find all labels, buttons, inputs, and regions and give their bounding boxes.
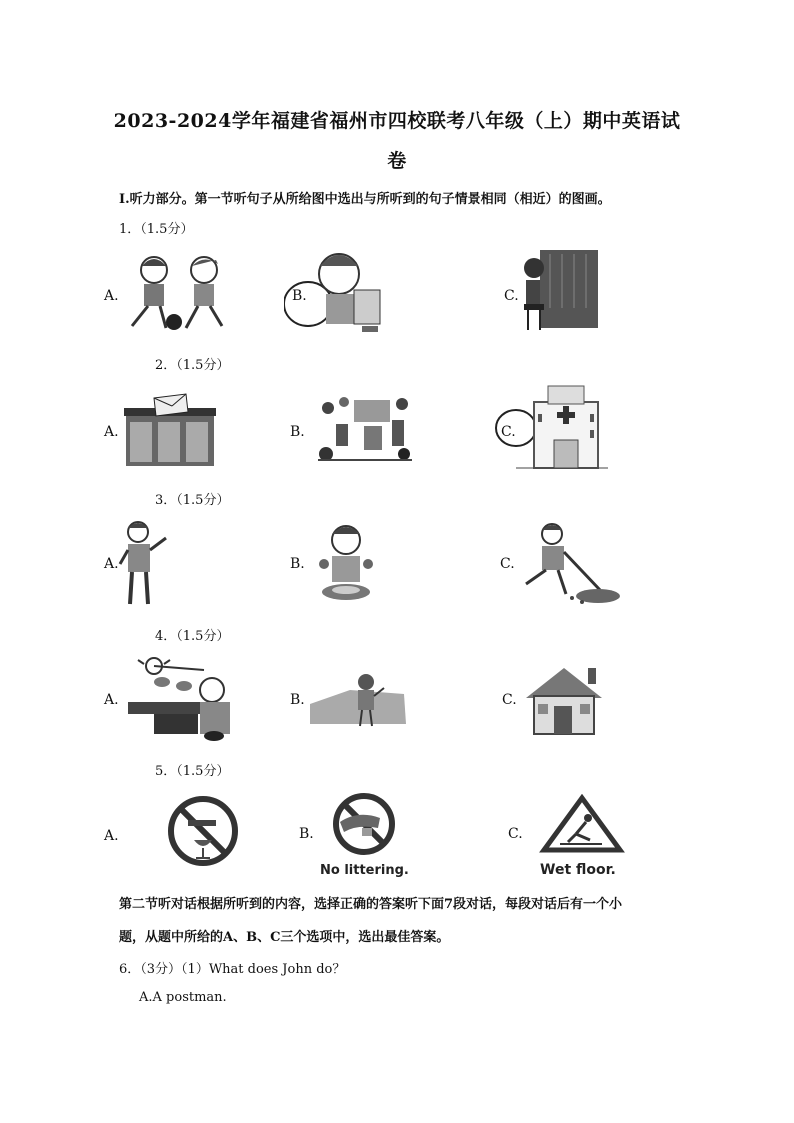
q1-option-c-label: C. — [504, 288, 519, 304]
q1-option-c-picture — [522, 248, 600, 334]
q1-option-a-picture — [122, 252, 232, 334]
q5-option-a-label: A. — [104, 828, 119, 844]
q3-option-b-label: B. — [290, 556, 305, 572]
q4-option-a-picture — [124, 654, 240, 744]
q2-option-c-label: C. — [501, 424, 516, 440]
q3-option-a-picture — [116, 520, 174, 608]
question-5-number: 5．（1.5分） — [155, 764, 230, 779]
q5-option-c-caption: Wet floor. — [540, 862, 616, 878]
q5-option-b-caption: No littering. — [320, 863, 409, 878]
q5-option-a-no-smoking-sign — [166, 792, 240, 870]
q1-option-b-label: B. — [292, 288, 307, 304]
q4-option-b-picture — [310, 670, 406, 728]
q4-option-a-label: A. — [104, 692, 119, 708]
q2-option-a-label: A. — [104, 424, 119, 440]
section1-heading: Ⅰ.听力部分。第一节听句子从所给图中选出与所听到的句子情景相同（相近）的图画。 — [119, 192, 611, 207]
q3-option-b-picture — [318, 522, 374, 604]
q5-option-b-label: B. — [299, 826, 314, 842]
q3-option-c-picture — [512, 520, 624, 608]
page-title-line1: 2023-2024学年福建省福州市四校联考八年级（上）期中英语试 — [113, 110, 681, 132]
question-1-number: 1．（1.5分） — [119, 222, 194, 237]
question-2-number: 2．（1.5分） — [155, 358, 230, 373]
q4-option-b-label: B. — [290, 692, 305, 708]
section2-heading-line2: 题，从题中所给的A、B、C三个选项中，选出最佳答案。 — [119, 930, 450, 945]
page-title-line2: 卷 — [387, 150, 407, 172]
q2-option-b-label: B. — [290, 424, 305, 440]
q5-option-c-wet-floor-sign — [538, 794, 628, 880]
q5-option-c-label: C. — [508, 826, 523, 842]
q5-option-b-no-littering-sign — [318, 792, 418, 882]
section2-heading-line1: 第二节听对话根据所听到的内容，选择正确的答案听下面7段对话，每段对话后有一个小 — [119, 897, 623, 912]
question-4-number: 4．（1.5分） — [155, 629, 230, 644]
question-6-text: 6．（3分）（1）What does John do？ — [119, 962, 346, 977]
question-6-option-a: A.A postman. — [139, 990, 227, 1005]
q1-option-a-label: A. — [104, 288, 119, 304]
question-3-number: 3．（1.5分） — [155, 493, 230, 508]
q2-option-b-picture — [314, 390, 416, 466]
q3-option-c-label: C. — [500, 556, 515, 572]
q4-option-c-label: C. — [502, 692, 517, 708]
q3-option-a-label: A. — [104, 556, 119, 572]
q2-option-a-picture — [124, 390, 218, 468]
q4-option-c-picture — [522, 664, 606, 736]
